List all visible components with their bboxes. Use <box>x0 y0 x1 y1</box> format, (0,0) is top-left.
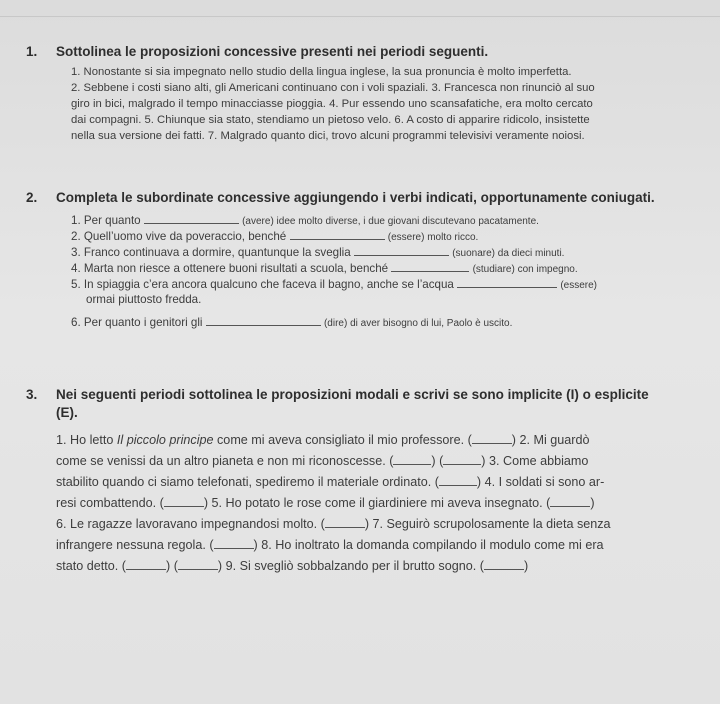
ex3-answer-9[interactable] <box>484 558 524 570</box>
ex3-line-7-mid2: ) 9. Si svegliò sobbalzando per il brutto sogno. ( <box>217 559 484 573</box>
ex3-line-2-text: come se venissi da un altro pianeta e non mi riconoscesse. ( <box>56 454 394 468</box>
ex2-item-6-after: (dire) di aver bisogno di lui, Paolo è uscito. <box>323 318 513 329</box>
ex3-line-4-text: resi combattendo. ( <box>56 496 164 510</box>
ex3-line-6-text: infrangere nessuna regola. ( <box>56 538 214 552</box>
ex3-line-5-tail: ) 7. Seguirò scrupolosamente la dieta senza <box>364 517 611 531</box>
ex3-answer-8a[interactable] <box>126 558 166 570</box>
ex3-line-4 <box>56 493 595 513</box>
ex3-line-1 <box>56 430 590 450</box>
ex2-item-3-before: 3. Franco continuava a dormire, quantunque la sveglia <box>71 246 351 259</box>
ex2-item-6-blank[interactable] <box>206 314 321 326</box>
exercise-2-title <box>26 189 655 207</box>
ex2-item-6-before: 6. Per quanto i genitori gli <box>71 316 203 329</box>
ex3-answer-5[interactable] <box>550 495 590 507</box>
ex3-answer-8b[interactable] <box>178 558 218 570</box>
ex3-line-4-tail: ) <box>590 496 595 510</box>
ex3-line-7-text: stato detto. ( <box>56 559 127 573</box>
ex2-item-4-before: 4. Marta non riesce a ottenere buoni risultati a scuola, benché <box>71 262 389 275</box>
ex2-item-5-before: 5. In spiaggia c’era ancora qualcuno che faceva il bagno, anche se l’acqua <box>71 278 454 291</box>
ex3-line-4-mid: ) 5. Ho potato le rose come il giardiniere mi aveva insegnato. ( <box>203 496 551 510</box>
ex2-item-2-blank[interactable] <box>290 228 385 240</box>
ex2-item-4-blank[interactable] <box>391 260 469 272</box>
ex1-line-5: nella sua versione dei fatti. 7. Malgrado quanto dici, trovo alcuni programmi televisivi veramente noiosi. <box>71 130 585 142</box>
ex1-line-3: giro in bici, malgrado il tempo minacciasse pioggia. 4. Pur essendo uno scansafatiche, era molto cercato <box>71 98 593 110</box>
ex3-line-6 <box>56 535 604 555</box>
exercise-2-number: 2. <box>26 190 38 205</box>
ex3-line-6-tail: ) 8. Ho inoltrato la domanda compilando il modulo come mi era <box>253 538 604 552</box>
ex2-item-1-before: 1. Per quanto <box>71 214 141 227</box>
ex2-item-4-after: (studiare) con impegno. <box>472 264 578 275</box>
ex3-line-1-text: 1. Ho letto <box>56 433 117 447</box>
ex3-book-title: Il piccolo principe <box>116 433 214 447</box>
ex2-item-2-after: (essere) molto ricco. <box>387 232 479 243</box>
exercise-3-heading-line-1: Nei seguenti periodi sottolinea le proposizioni modali e scrivi se sono implicite (I) o esplicite <box>56 387 649 402</box>
ex3-answer-7[interactable] <box>214 537 254 549</box>
ex2-item-5-after: (essere) <box>560 280 598 291</box>
ex3-line-7-tail: ) <box>523 559 529 573</box>
ex2-item-2-before: 2. Quell’uomo vive da poveraccio, benché <box>71 230 287 243</box>
ex3-answer-3[interactable] <box>439 474 477 486</box>
exercise-3-number: 3. <box>26 387 38 402</box>
ex3-answer-1[interactable] <box>472 432 512 444</box>
exercise-1-number: 1. <box>26 44 38 59</box>
ex3-line-2 <box>56 451 588 471</box>
exercise-3-title-line-2: (E). <box>56 405 78 420</box>
ex3-line-3 <box>56 472 604 492</box>
ex3-answer-2a[interactable] <box>393 453 431 465</box>
exercise-1-heading: Sottolinea le proposizioni concessive presenti nei periodi seguenti. <box>56 44 489 59</box>
ex2-item-6 <box>71 314 512 332</box>
ex2-item-5-blank[interactable] <box>457 276 557 288</box>
exercise-1-title <box>26 43 488 61</box>
ex1-line-1: 1. Nonostante si sia impegnato nello studio della lingua inglese, la sua pronuncia è molto imperfetta. <box>71 66 572 78</box>
exercise-3-title <box>26 386 649 404</box>
ex2-item-1-after: (avere) idee molto diverse, i due giovani discutevano pacatamente. <box>242 216 539 227</box>
ex3-answer-2b[interactable] <box>443 453 481 465</box>
ex3-line-2-tail: ) 3. Come abbiamo <box>481 454 589 468</box>
exercise-2-heading: Completa le subordinate concessive aggiungendo i verbi indicati, opportunamente coniugati. <box>56 190 655 205</box>
ex3-line-1-tail: ) 2. Mi guardò <box>511 433 590 447</box>
ex3-line-5-text: 6. Le ragazze lavoravano impegnandosi molto. ( <box>56 517 325 531</box>
ex3-answer-4[interactable] <box>164 495 204 507</box>
ex3-answer-6[interactable] <box>325 516 365 528</box>
ex3-line-7-mid: ) ( <box>166 559 178 573</box>
ex3-line-2-mid: ) ( <box>431 454 444 468</box>
ex3-line-5 <box>56 514 611 534</box>
ex3-line-7 <box>56 556 528 576</box>
ex2-item-1-blank[interactable] <box>144 212 239 224</box>
ex2-item-3-blank[interactable] <box>354 244 449 256</box>
ex1-line-4: dai compagni. 5. Chiunque sia stato, stendiamo un pietoso velo. 6. A costo di apparire ridicolo, insistette <box>71 114 590 126</box>
page-top-edge <box>0 0 720 17</box>
ex3-line-3-tail: ) 4. I soldati si sono ar- <box>476 475 605 489</box>
ex3-line-1-rest: come mi aveva consigliato il mio professore. ( <box>213 433 472 447</box>
ex2-item-5-continuation: ormai piuttosto fredda. <box>86 293 202 306</box>
ex2-item-3-after: (suonare) da dieci minuti. <box>452 248 565 259</box>
ex1-line-2: 2. Sebbene i costi siano alti, gli Americani continuano con i voli spaziali. 3. Francesca non rinunciò al suo <box>71 82 595 94</box>
ex3-line-3-text: stabilito quando ci siamo telefonati, spediremo il materiale ordinato. ( <box>56 475 439 489</box>
